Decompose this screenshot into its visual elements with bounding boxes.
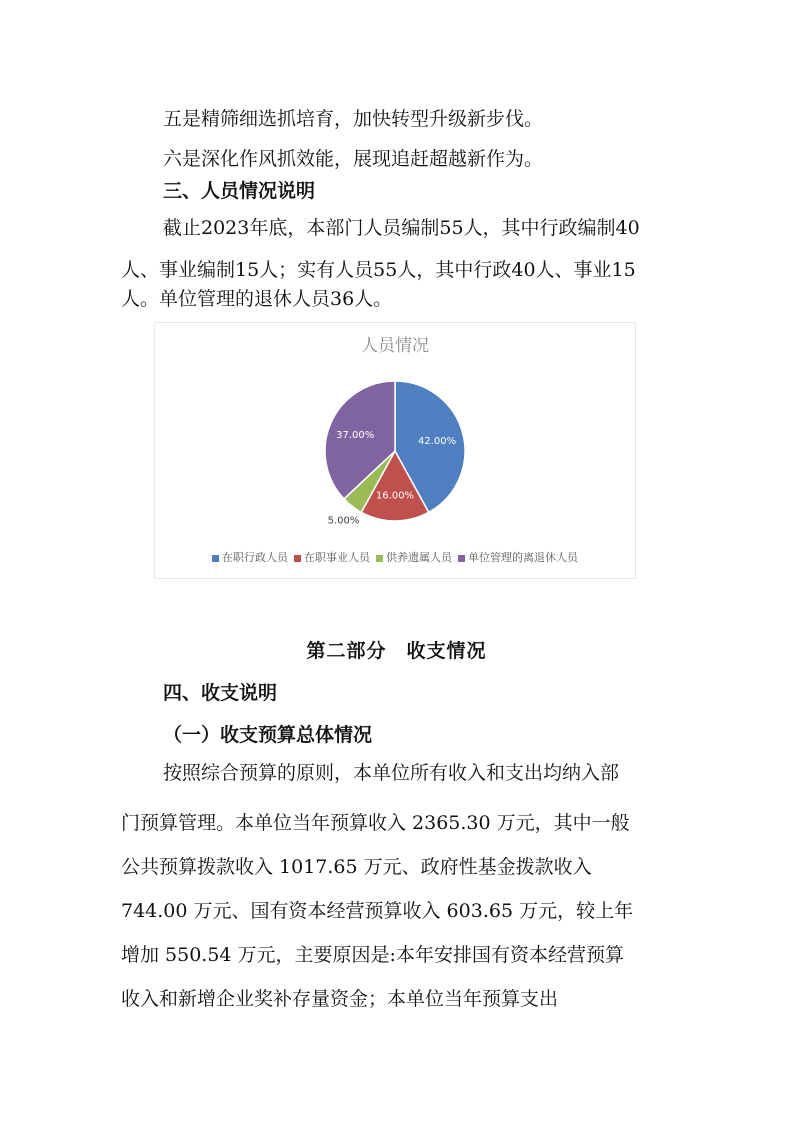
pie-label-3: 37.00% xyxy=(336,429,375,441)
chart-legend xyxy=(155,549,635,565)
budget-line-5: 增加 550.54 万元，主要原因是:本年安排国有资本经营预算 xyxy=(121,944,624,966)
subheading-budget-overview: （一）收支预算总体情况 xyxy=(163,724,373,746)
pie-label-1: 16.00% xyxy=(375,490,415,502)
section-heading-budget: 四、收支说明 xyxy=(163,682,278,704)
paragraph-line-5: 五是精筛细选抓培育，加快转型升级新步伐。 xyxy=(163,108,544,130)
legend-label-0: 在职行政人员 xyxy=(222,551,288,564)
legend-item-3 xyxy=(458,549,578,565)
legend-label-2: 供养遗属人员 xyxy=(386,551,452,564)
budget-line-6: 收入和新增企业奖补存量资金；本单位当年预算支出 xyxy=(121,988,559,1010)
legend-swatch-1 xyxy=(294,555,301,562)
budget-line-1: 按照综合预算的原则，本单位所有收入和支出均纳入部 xyxy=(163,762,620,784)
pie-label-2: 5.00% xyxy=(327,515,360,527)
budget-line-3: 公共预算拨款收入 1017.65 万元、政府性基金拨款收入 xyxy=(121,856,592,878)
legend-item-2 xyxy=(376,549,452,565)
legend-item-0 xyxy=(212,549,288,565)
personnel-line-2: 人、事业编制15人；实有人员55人，其中行政40人、事业15 xyxy=(121,259,636,281)
personnel-line-3: 人。单位管理的退休人员36人。 xyxy=(121,288,393,310)
legend-swatch-2 xyxy=(376,555,383,562)
chart-title: 人员情况 xyxy=(361,336,429,356)
personnel-line-1: 截止2023年底，本部门人员编制55人，其中行政编制40 xyxy=(163,217,640,239)
pie-chart xyxy=(154,322,636,579)
pie-chart-svg xyxy=(155,323,635,548)
pie-label-0: 42.00% xyxy=(417,436,457,448)
legend-swatch-0 xyxy=(212,555,219,562)
budget-line-4: 744.00 万元、国有资本经营预算收入 603.65 万元，较上年 xyxy=(121,900,634,922)
section-heading-personnel: 三、人员情况说明 xyxy=(163,180,316,202)
legend-item-1 xyxy=(294,549,370,565)
legend-label-1: 在职事业人员 xyxy=(304,551,370,564)
part-heading: 第二部分 收支情况 xyxy=(306,640,487,662)
legend-label-3: 单位管理的离退休人员 xyxy=(468,551,578,564)
legend-swatch-3 xyxy=(458,555,465,562)
budget-line-2: 门预算管理。本单位当年预算收入 2365.30 万元，其中一般 xyxy=(121,812,630,834)
paragraph-line-6: 六是深化作风抓效能，展现追赶超越新作为。 xyxy=(163,148,544,170)
